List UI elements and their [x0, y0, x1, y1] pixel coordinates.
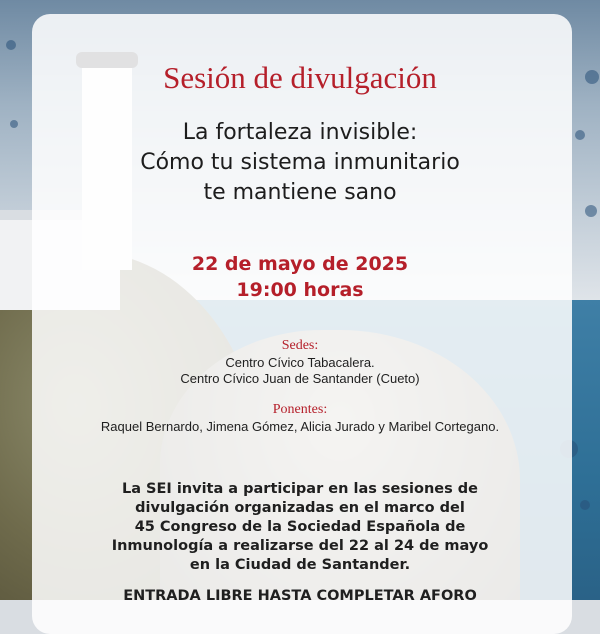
talk-title-line-3: te mantiene sano: [203, 180, 397, 205]
description-line-2: divulgación organizadas en el marco del: [135, 500, 465, 516]
description-line-1: La SEI invita a participar en las sesiones de: [121, 481, 479, 497]
speakers-label: Ponentes:: [272, 402, 328, 417]
page-title: Sesión de divulgación: [163, 60, 437, 95]
venues-label: Sedes:: [281, 338, 319, 353]
description-line-3: 45 Congreso de la Sociedad Española de: [134, 519, 466, 535]
description: [0, 480, 600, 575]
talk-title-line-1: La fortaleza invisible:: [182, 120, 418, 145]
talk-title-line-2: Cómo tu sistema inmunitario: [140, 150, 460, 175]
free-entry-notice: ENTRADA LIBRE HASTA COMPLETAR AFORO: [123, 588, 477, 604]
description-line-5: en la Ciudad de Santander.: [189, 557, 411, 573]
speakers-names: Raquel Bernardo, Jimena Gómez, Alicia Jurado y Maribel Cortegano.: [100, 419, 500, 434]
venue-1: Centro Cívico Tabacalera.: [225, 355, 375, 370]
event-date: 22 de mayo de 2025: [191, 253, 409, 275]
event-time: 19:00 horas: [236, 279, 364, 301]
venue-2: Centro Cívico Juan de Santander (Cueto): [180, 371, 420, 386]
talk-title: [0, 118, 600, 208]
description-line-4: Inmunología a realizarse del 22 al 24 de mayo: [111, 538, 489, 554]
